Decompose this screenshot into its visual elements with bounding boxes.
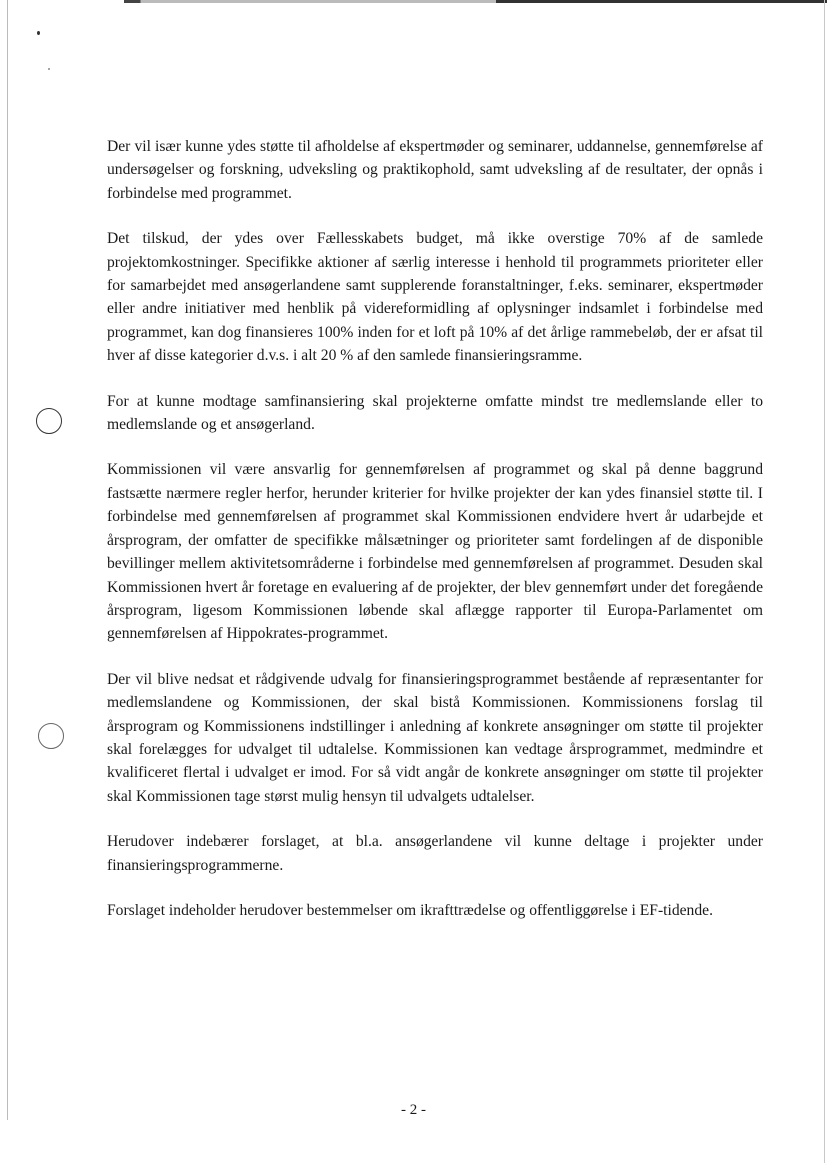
paragraph-cofinancing: For at kunne modtage samfinansiering skal projekterne omfatte mindst tre medlemslande eller to medlemslande og et ansøgerland. xyxy=(107,392,763,434)
paragraph-support-activities: Der vil især kunne ydes støtte til afholdelse af ekspertmøder og seminarer, uddannelse, gennemførelse af undersøgelser og forskning, udveksling og praktikophold, samt udveksling af de resultater, der opnås i forbindelse med programmet. xyxy=(107,138,763,202)
paragraph-advisory-committee: Der vil blive nedsat et rådgivende udvalg for finansieringsprogrammet bestående af repræsentanter for medlemslandene og Kommissionen, der skal bistå Kommissionen. Kommissionens forslag til årsprogram og Kommissionens indstillinger i anledning af konkrete ansøgninger om støtte til projekter skal forelægges for udvalget til udtalelse. Kommissionen kan vedtage årsprogrammet, medmindre et kvalificeret flertal i udvalget er imod. For så vidt angår de konkrete ansøgninger om støtte til projekter skal Kommissionen tage størst mulig hensyn til udvalgets udtalelser. xyxy=(107,670,763,805)
scan-right-edge xyxy=(824,0,825,1163)
scan-speck xyxy=(37,31,40,35)
punch-hole-icon xyxy=(36,408,62,434)
scan-top-edge xyxy=(0,0,827,3)
paragraph-commission-responsibility: Kommissionen vil være ansvarlig for gennemførelsen af programmet og skal på denne baggrund fastsætte nærmere regler herfor, herunder kriterier for hvilke projekter der kan ydes finansiel støtte til. I forbindelse med gennemførelsen af programmet skal Kommissionen endvidere hvert år udarbejde et årsprogram, der omfatter de specifikke målsætninger og prioriteter samt fordelingen af de disponible bevillinger mellem aktivitetsområderne i forbindelse med gennemførelsen af programmet. Desuden skal Kommissionen hvert år foretage en evaluering af de projekter, der blev gennemført under det foregående årsprogram, ligesom Kommissionen løbende skal aflægge rapporter til Europa-Parlamentet om gennemførelsen af Hippokrates-programmet. xyxy=(107,461,763,643)
paragraph-budget-grant: Det tilskud, der ydes over Fællesskabets budget, må ikke overstige 70% af de samlede projektomkostninger. Specifikke aktioner af særlig interesse i henhold til programmets prioriteter eller for samarbejdet med ansøgerlandene samt supplerende foranstaltninger, f.eks. seminarer, ekspertmøder eller andre initiativer med henblik på videreformidling af oplysninger indsamlet i forbindelse med programmet, kan dog finansieres 100% inden for et loft på 10% af det årlige rammebeløb, der er afsat til hver af disse kategorier d.v.s. i alt 20 % af den samlede finansieringsramme. xyxy=(107,230,763,365)
scan-speck xyxy=(48,68,50,70)
punch-hole-icon xyxy=(38,723,64,749)
paragraph-entry-into-force: Forslaget indeholder herudover bestemmelser om ikrafttrædelse og offentliggørelse i EF-tidende. xyxy=(107,901,713,919)
document-body xyxy=(107,135,763,944)
scan-left-edge xyxy=(7,0,8,1120)
page-number: - 2 - xyxy=(401,1102,426,1118)
paragraph-applicant-countries: Herudover indebærer forslaget, at bl.a. ansøgerlandene vil kunne deltage i projekter under finansieringsprogrammerne. xyxy=(107,833,763,874)
